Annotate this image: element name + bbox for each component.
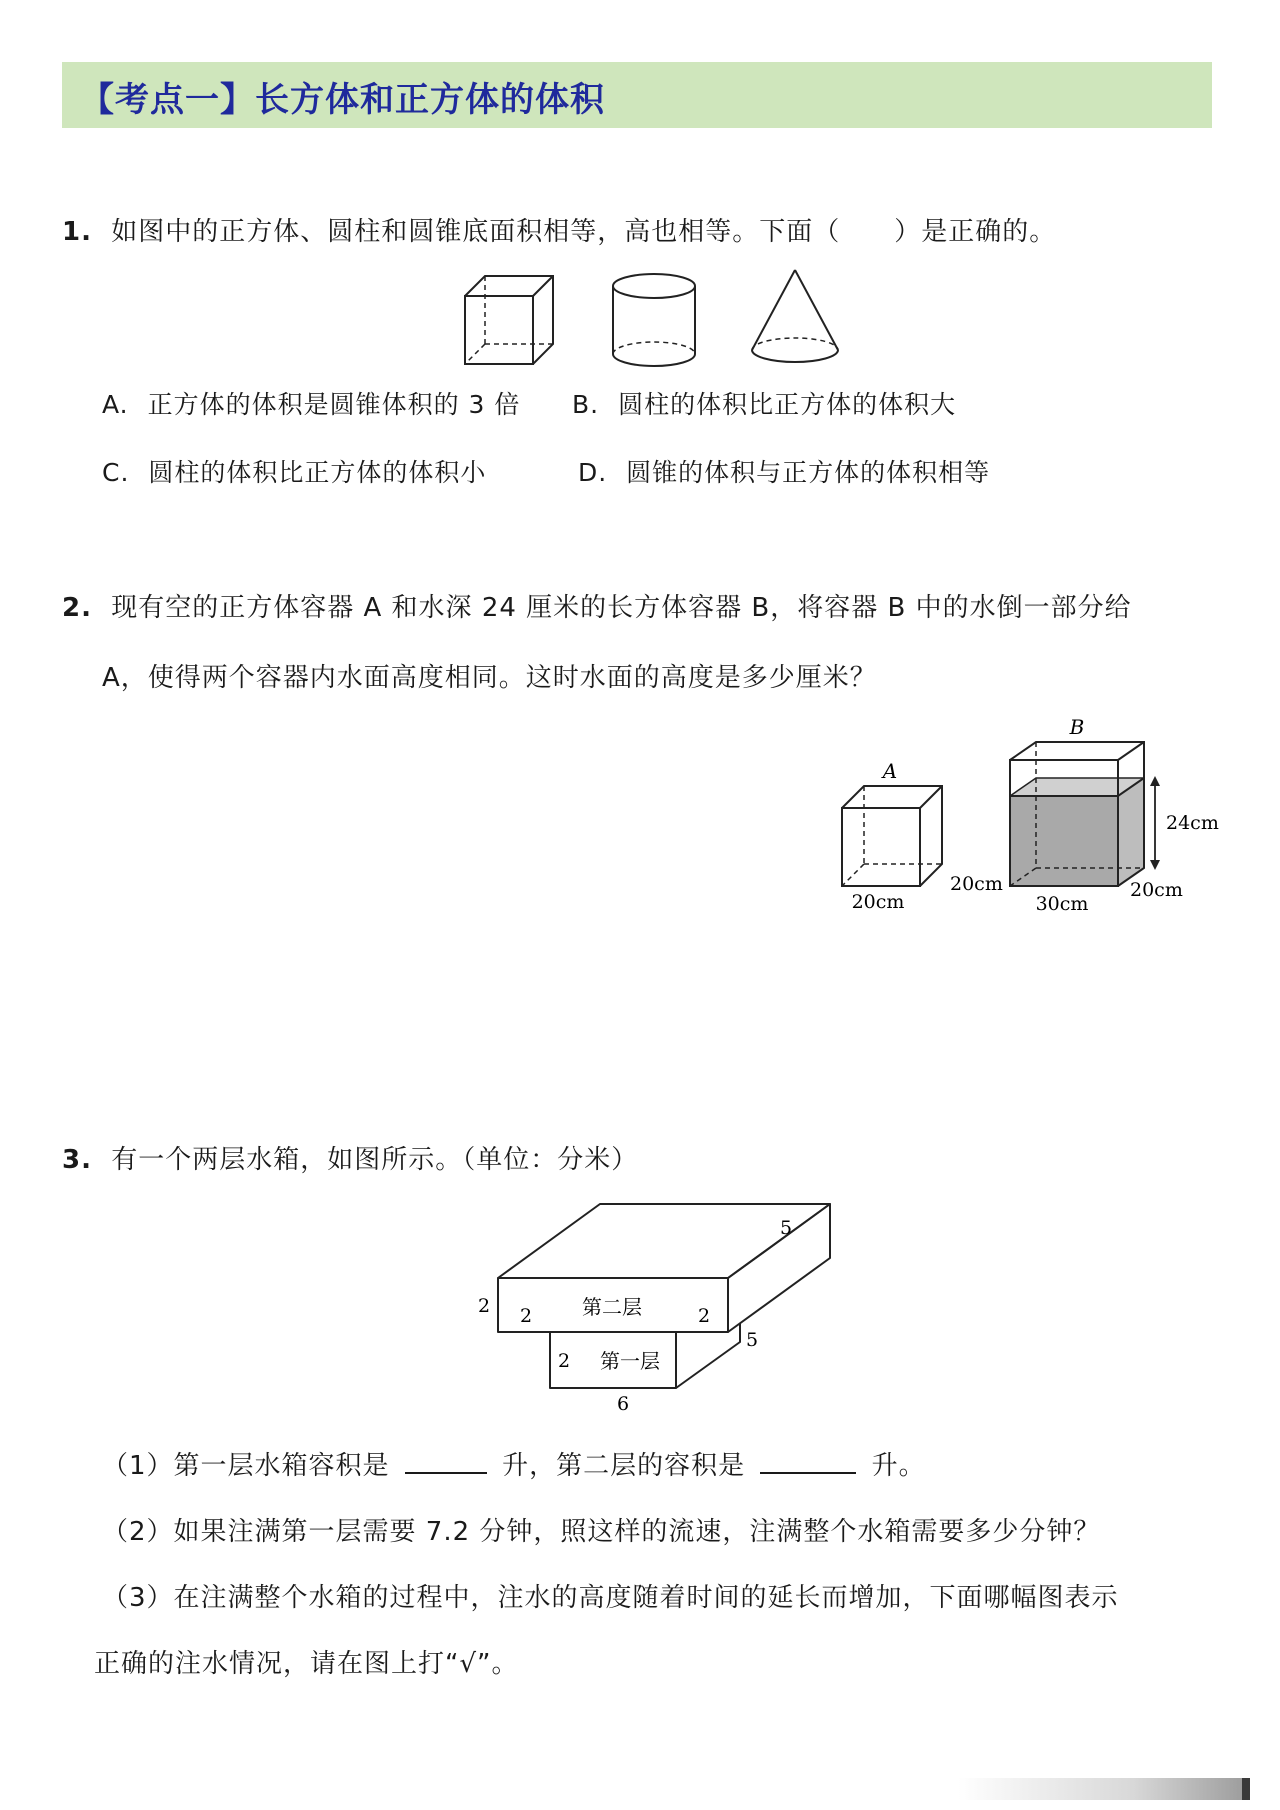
- option-b-label: B.: [572, 390, 600, 419]
- q3-subquestion-3-line2: 正确的注水情况，请在图上打“√”。: [94, 1649, 519, 1679]
- label-b: B: [1069, 715, 1085, 739]
- option-c-label: C.: [102, 458, 130, 487]
- q3-subquestion-3-line1: （3）在注满整个水箱的过程中，注水的高度随着时间的延长而增加，下面哪幅图表示: [102, 1583, 1119, 1613]
- option-a-label: A.: [102, 390, 129, 419]
- second-layer-label: 第二层: [582, 1295, 642, 1319]
- option-b-text: 圆柱的体积比正方体的体积大: [618, 390, 957, 419]
- label-a: A: [882, 759, 898, 783]
- q1-option-c[interactable]: [102, 456, 486, 490]
- option-d-text: 圆锥的体积与正方体的体积相等: [626, 458, 991, 487]
- answer-blank-1[interactable]: [405, 1446, 487, 1474]
- q3-subquestion-1: [102, 1446, 926, 1484]
- tank-top-side: [728, 1204, 830, 1332]
- top-right-step-label: 2: [698, 1305, 711, 1327]
- question-1: [62, 214, 1056, 250]
- top-left-step-label: 2: [520, 1305, 533, 1327]
- first-layer-label: 第一层: [600, 1349, 660, 1373]
- question-3-text: 有一个两层水箱，如图所示。（单位：分米）: [111, 1145, 639, 1175]
- cylinder-shape: [613, 274, 695, 366]
- a-width-label: 20cm: [851, 891, 905, 913]
- q1-option-a[interactable]: [102, 388, 520, 422]
- q3-subquestion-2: （2）如果注满第一层需要 7.2 分钟，照这样的流速，注满整个水箱需要多少分钟？: [102, 1517, 1101, 1547]
- question-3: [62, 1142, 638, 1178]
- top-height-label: 2: [478, 1295, 491, 1317]
- question-1-text: 如图中的正方体、圆柱和圆锥底面积相等，高也相等。下面（ ）是正确的。: [111, 217, 1057, 247]
- top-depth-label: 5: [780, 1217, 793, 1239]
- question-2-line1: 现有空的正方体容器 A 和水深 24 厘米的长方体容器 B，将容器 B 中的水倒一部分给: [111, 593, 1132, 623]
- container-a: [842, 786, 942, 886]
- a-depth-label: 20cm: [950, 873, 1003, 895]
- question-2-number: 2.: [62, 593, 92, 623]
- answer-blank-2[interactable]: [760, 1446, 856, 1474]
- question-2-line2: A，使得两个容器内水面高度相同。这时水面的高度是多少厘米？: [102, 663, 877, 693]
- question-3-number: 3.: [62, 1145, 92, 1175]
- sub1-part-c: 升。: [871, 1451, 926, 1481]
- bottom-width-label: 6: [616, 1393, 630, 1415]
- q1-option-d[interactable]: [578, 456, 990, 490]
- cube-shape: [465, 276, 553, 364]
- sub1-part-b: 升，第二层的容积是: [502, 1451, 746, 1481]
- q2-figure: [830, 710, 1230, 920]
- cone-shape: [752, 270, 838, 362]
- option-c-text: 圆柱的体积比正方体的体积小: [148, 458, 487, 487]
- b-water-label: 24cm: [1166, 812, 1219, 834]
- bottom-height-label: 2: [558, 1350, 571, 1372]
- sub1-part-a: （1）第一层水箱容积是: [102, 1451, 390, 1481]
- q3-water-tank-figure: [470, 1196, 850, 1426]
- option-a-text: 正方体的体积是圆锥体积的 3 倍: [147, 390, 521, 419]
- question-2: [62, 590, 1132, 626]
- bottom-depth-label: 5: [746, 1329, 759, 1351]
- section-title: 【考点一】长方体和正方体的体积: [80, 80, 605, 120]
- b-width-label: 30cm: [1035, 893, 1089, 915]
- question-1-number: 1.: [62, 217, 92, 247]
- container-b: [1010, 742, 1160, 886]
- q1-option-b[interactable]: [572, 388, 956, 422]
- option-d-label: D.: [578, 458, 608, 487]
- footer-decoration: [958, 1778, 1250, 1800]
- b-depth-label: 20cm: [1130, 879, 1183, 901]
- q1-figure: [450, 268, 850, 368]
